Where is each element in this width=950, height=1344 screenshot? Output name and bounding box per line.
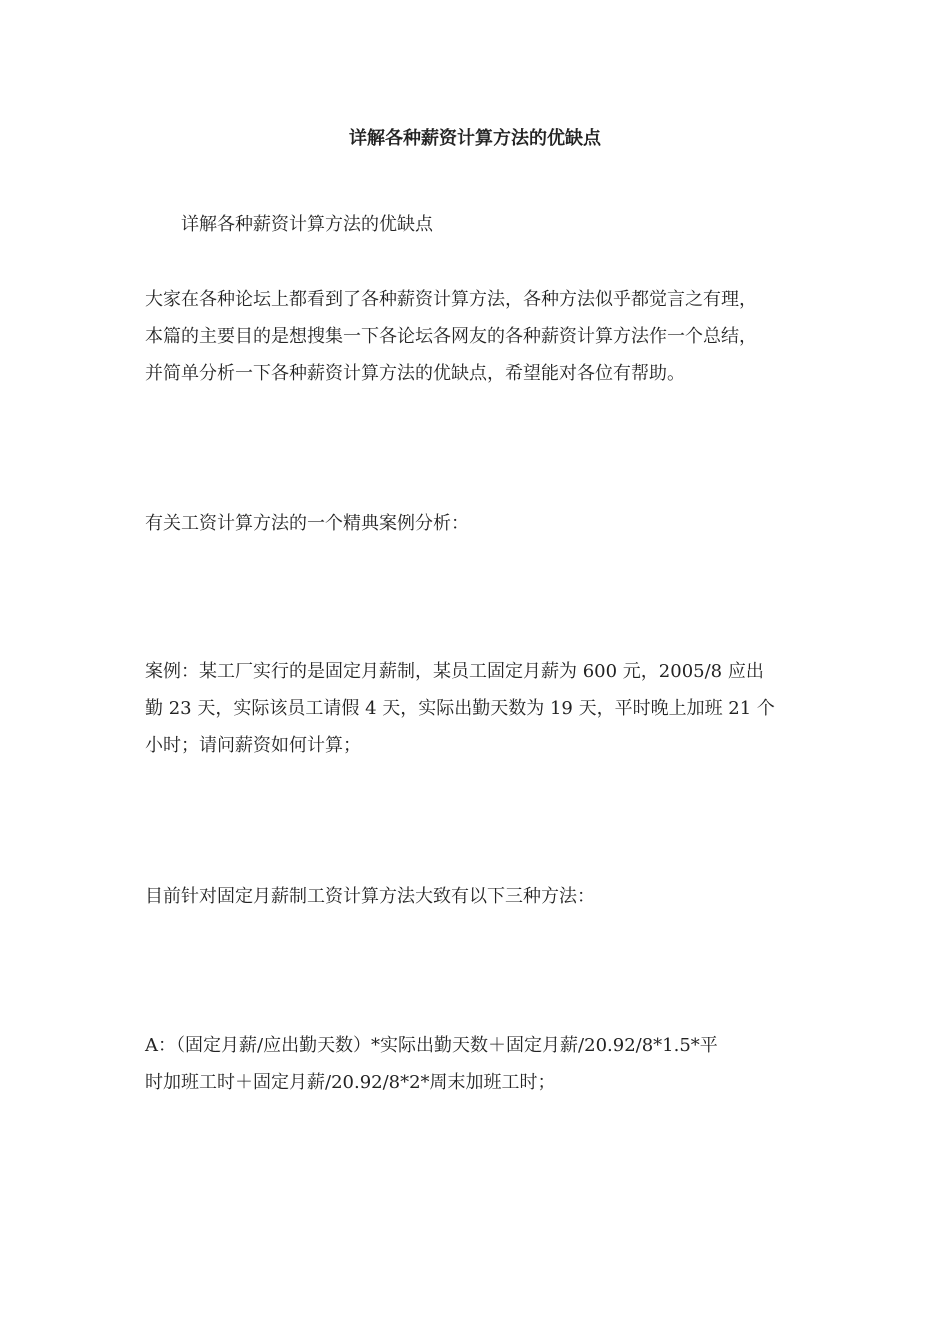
case-heading: 有关工资计算方法的一个精典案例分析：	[145, 513, 469, 534]
document-title: 详解各种薪资计算方法的优缺点	[349, 128, 601, 149]
method-a-line: 时加班工时＋固定月薪/20.92/8*2*周末加班工时；	[145, 1072, 556, 1093]
intro-line: 大家在各种论坛上都看到了各种薪资计算方法，各种方法似乎都觉言之有理，	[145, 289, 757, 310]
intro-line: 本篇的主要目的是想搜集一下各论坛各网友的各种薪资计算方法作一个总结，	[145, 326, 757, 347]
subtitle-paragraph: 详解各种薪资计算方法的优缺点	[181, 214, 433, 235]
methods-heading: 目前针对固定月薪制工资计算方法大致有以下三种方法：	[145, 886, 595, 907]
case-line: 案例：某工厂实行的是固定月薪制，某员工固定月薪为 600 元，2005/8 应出	[145, 661, 764, 682]
method-a-paragraph	[145, 1027, 810, 1101]
method-a-line: A：（固定月薪/应出勤天数）*实际出勤天数＋固定月薪/20.92/8*1.5*平	[145, 1035, 718, 1056]
intro-line: 并简单分析一下各种薪资计算方法的优缺点，希望能对各位有帮助。	[145, 363, 685, 384]
case-line: 勤 23 天，实际该员工请假 4 天，实际出勤天数为 19 天，平时晚上加班 21 个	[145, 698, 775, 719]
case-paragraph	[145, 653, 810, 764]
case-line: 小时；请问薪资如何计算；	[145, 735, 361, 756]
intro-paragraph	[145, 281, 810, 392]
